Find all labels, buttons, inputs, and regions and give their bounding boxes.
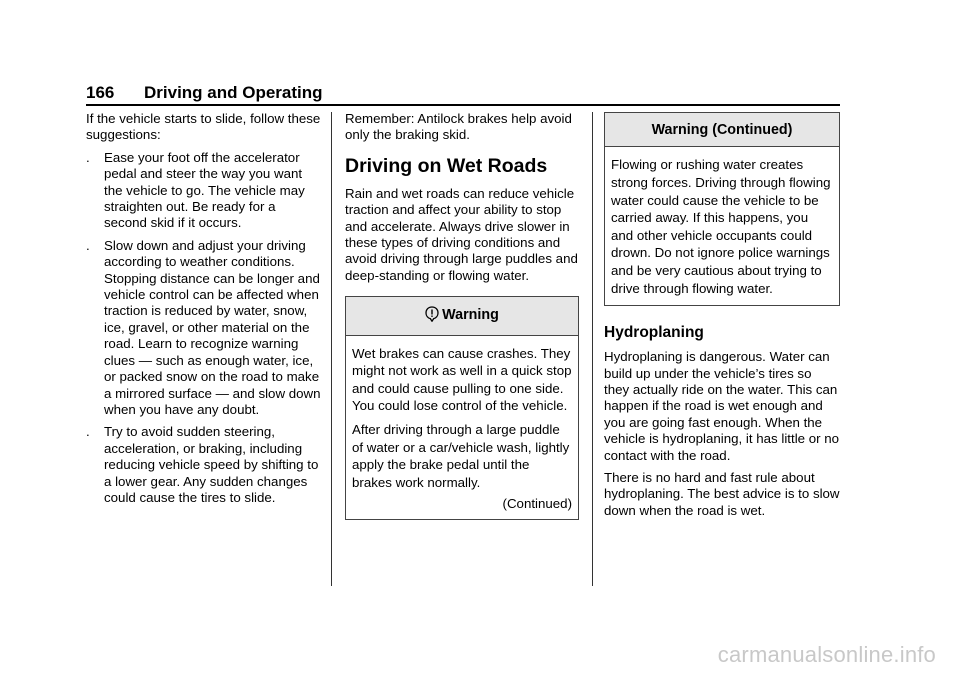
list-item [86, 238, 322, 418]
warning-body [346, 336, 578, 519]
column-divider-1 [331, 112, 332, 586]
bullet-text: Ease your foot off the accelerator pedal and steer the way you want the vehicle to go. The vehicle may straighten out. Be ready for a second skid if it occurs. [104, 149, 305, 231]
bullet-text: Slow down and adjust your driving according to weather conditions. Stopping distance can be longer and vehicle control can be affected when traction is reduced by water, snow, ice, gravel, or other material on the road. Learn to recognize warning clues — such as enough water, ice, or packed snow on the road to make a mirrored surface — and slow down when you have any doubt. [104, 237, 321, 417]
chapter-title: Driving and Operating [144, 83, 323, 102]
remember-paragraph: Remember: Antilock brakes help avoid only the braking skid. [345, 111, 572, 143]
column-right [604, 111, 840, 525]
header-rule [86, 104, 840, 106]
subsection-title: Hydroplaning [604, 324, 704, 342]
column-middle [345, 111, 579, 532]
bullet-text: Try to avoid sudden steering, acceleration, or braking, including reducing vehicle speed by shifting to a lower gear. Any sudden changes could cause the tires to slide. [104, 424, 319, 505]
page-number: 166 [86, 83, 115, 102]
section-title: Driving on Wet Roads [345, 154, 548, 177]
bullet-marker: . [86, 424, 90, 440]
warning-title: Warning [442, 307, 499, 324]
warning-continued-header: Warning (Continued) [605, 113, 839, 147]
section-paragraph: Rain and wet roads can reduce vehicle traction and affect your ability to stop and accelerate. Always drive slower in these types of driving conditions and avoid driving through large puddles and deep-standing or flowing water. [345, 185, 578, 283]
list-item [86, 150, 322, 232]
watermark: carmanualsonline.info [717, 642, 936, 667]
warning-header [346, 297, 578, 335]
list-item [86, 424, 322, 506]
hydroplaning-paragraph: Hydroplaning is dangerous. Water can build up under the vehicle’s tires so they actually ride on the water. This can happen if the road is wet enough and you are going fast enough. When the vehicle is hydroplaning, it has little or no contact with the road. [604, 349, 840, 463]
column-divider-2 [592, 112, 593, 586]
page-header [86, 83, 323, 103]
bullet-marker: . [86, 237, 90, 253]
warning-box [345, 296, 579, 520]
warning-paragraph: Wet brakes can cause crashes. They might not work as well in a quick stop and could cause pulling to one side. You could lose control of the vehicle. [352, 345, 572, 414]
warning-continued-box [604, 112, 840, 306]
warning-paragraph: After driving through a large puddle of water or a car/vehicle wash, lightly apply the brake pedal until the brakes work normally. [352, 422, 570, 490]
intro-paragraph: If the vehicle starts to slide, follow these suggestions: [86, 111, 321, 143]
bullet-marker: . [86, 149, 90, 165]
warning-triangle-icon [425, 306, 439, 326]
column-left [86, 111, 322, 512]
hydroplaning-paragraph: There is no hard and fast rule about hydroplaning. The best advice is to slow down when the road is wet. [604, 470, 840, 518]
continued-label: (Continued) [502, 496, 572, 512]
warning-continued-body [605, 147, 839, 305]
warning-paragraph: Flowing or rushing water creates strong forces. Driving through flowing water could cause the vehicle to be carried away. If this happens, you and other vehicle occupants could drown. Do not ignore police warnings and be very cautious about trying to drive through flowing water. [611, 157, 831, 296]
